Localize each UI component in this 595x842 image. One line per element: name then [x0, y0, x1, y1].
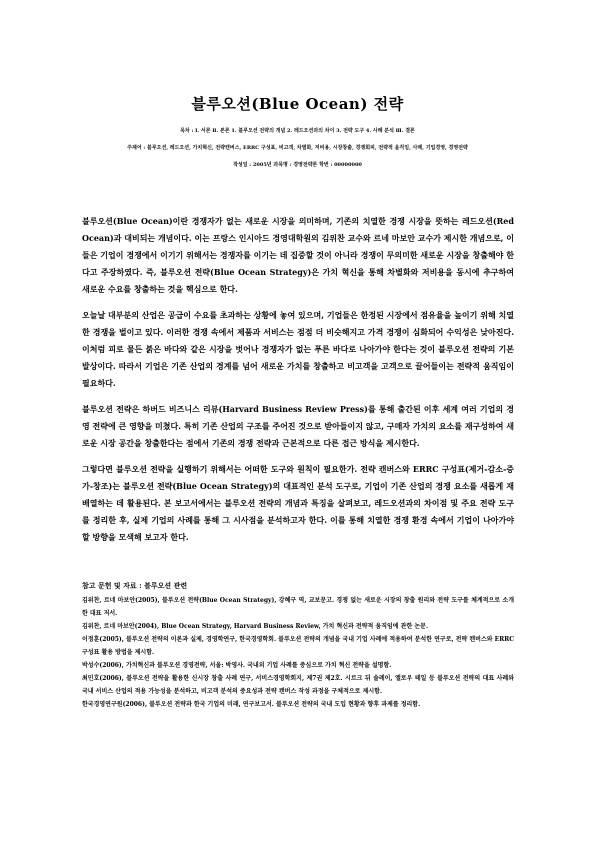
meta-line-contents: 목차 : Ⅰ. 서론 Ⅱ. 본론 1. 블루오션 전략의 개념 2. 레드오션과의 차이 3. 전략 도구 4. 사례 분석 Ⅲ. 결론 — [180, 128, 415, 134]
reference-item: 이정훈(2005), 블루오션 전략의 이론과 실제, 경영학연구, 한국경영학회. 블루오션 전략의 개념을 국내 기업 사례에 적용하여 분석한 연구로, 전략 캔버스와 ERRC 구성표 활용 방법을 제시함. — [82, 636, 514, 656]
meta-line-info: 작성일 : 2005년 과목명 : 경영전략론 학번 : 00000000 — [233, 162, 362, 168]
paragraph-3: 블루오션 전략은 하버드 비즈니스 리뷰(Harvard Business Review Press)를 통해 출간된 이후 세계 여러 기업의 경영 전략에 큰 영향을 미쳤다. 특히 기존 산업의 구조를 주어진 것으로 받아들이지 않고, 구매자 가치의 요소를 재구성하여 새로운 시장 공간을 창출한다는 점에서 기존의 경쟁 전략과 근본적으로 다른 접근 방식을 제시한다. — [82, 404, 514, 448]
reference-item: 김위찬, 르네 마보안(2004), Blue Ocean Strategy, Harvard Business Review, 가치 혁신과 전략적 움직임에 관한 논문. — [82, 623, 429, 630]
references-heading: 참고 문헌 및 자료 : 블루오션 관련 — [82, 581, 188, 590]
paragraph-4: 그렇다면 블루오션 전략을 실행하기 위해서는 어떠한 도구와 원칙이 필요한가. 전략 캔버스와 ERRC 구성표(제거-감소-증가-창조)는 블루오션 전략(Blue Ocean Strategy)의 대표적인 분석 도구로, 기업이 기존 산업의 경쟁 요소를 새롭게 재배열하는 데 활용된다. 본 보고서에서는 블루오션 전략의 개념과 특징을 살펴보고, 레드오션과의 차이점 및 주요 전략 도구를 정리한 후, 실제 기업의 사례를 통해 그 시사점을 분석하고자 한다. 이를 통해 치열한 경쟁 환경 속에서 기업이 나아가야 할 방향을 모색해 보고자 한다. — [82, 464, 514, 542]
body-text — [82, 213, 514, 555]
paragraph-1: 블루오션(Blue Ocean)이란 경쟁자가 없는 새로운 시장을 의미하며, 기존의 치열한 경쟁 시장을 뜻하는 레드오션(Red Ocean)과 대비되는 개념이다. 이는 프랑스 인시아드 경영대학원의 김위찬 교수와 르네 마보안 교수가 제시한 개념으로, 이들은 기업이 경쟁에서 이기기 위해서는 경쟁자를 이기는 데 집중할 것이 아니라 경쟁이 무의미한 새로운 시장을 창출해야 한다고 주장하였다. 즉, 블루오션 전략(Blue Ocean Strategy)은 가치 혁신을 통해 차별화와 저비용을 동시에 추구하여 새로운 수요를 창출하는 것을 핵심으로 한다. — [82, 216, 514, 294]
meta-line-keywords: 주제어 : 블루오션, 레드오션, 가치혁신, 전략캔버스, ERRC 구성표, 비고객, 차별화, 저비용, 시장창출, 경쟁회피, 전략적 움직임, 사례, 기업경영, 경영전략 — [127, 145, 468, 151]
reference-item: 박성수(2006), 가치혁신과 블루오션 경영전략, 서울: 박영사. 국내외 기업 사례를 중심으로 가치 혁신 전략을 설명함. — [82, 662, 392, 669]
references-section — [82, 578, 514, 711]
document-title: 블루오션(Blue Ocean) 전략 — [191, 95, 404, 113]
reference-item: 최민호(2006), 블루오션 전략을 활용한 신시장 창출 사례 연구, 서비스경영학회지, 제7권 제2호. 시르크 뒤 솔레이, 옐로우 테일 등 블루오션 전략의 대표 사례와 국내 서비스 산업의 적용 가능성을 분석하고, 비고객 분석의 중요성과 전략 캔버스 작성 과정을 구체적으로 제시함. — [82, 675, 514, 695]
reference-item: 한국경영연구원(2006), 블루오션 전략과 한국 기업의 미래, 연구보고서. 블루오션 전략의 국내 도입 현황과 향후 과제를 정리함. — [82, 701, 421, 708]
reference-item: 김위찬, 르네 마보안(2005), 블루오션 전략(Blue Ocean Strategy), 강혜구 역, 교보문고. 경쟁 없는 새로운 시장의 창출 원리와 전략 도구를 체계적으로 소개한 대표 저서. — [82, 597, 514, 617]
paragraph-2: 오늘날 대부분의 산업은 공급이 수요를 초과하는 상황에 놓여 있으며, 기업들은 한정된 시장에서 점유율을 높이기 위해 치열한 경쟁을 벌이고 있다. 이러한 경쟁 속에서 제품과 서비스는 점점 더 비슷해지고 가격 경쟁이 심화되어 수익성은 낮아진다. 이처럼 피로 물든 붉은 바다와 같은 시장을 벗어나 경쟁자가 없는 푸른 바다로 나아가야 한다는 것이 블루오션 전략의 기본 발상이다. 따라서 기업은 기존 산업의 경계를 넘어 새로운 가치를 창출하고 비고객을 고객으로 끌어들이는 전략적 움직임이 필요하다. — [82, 310, 514, 388]
